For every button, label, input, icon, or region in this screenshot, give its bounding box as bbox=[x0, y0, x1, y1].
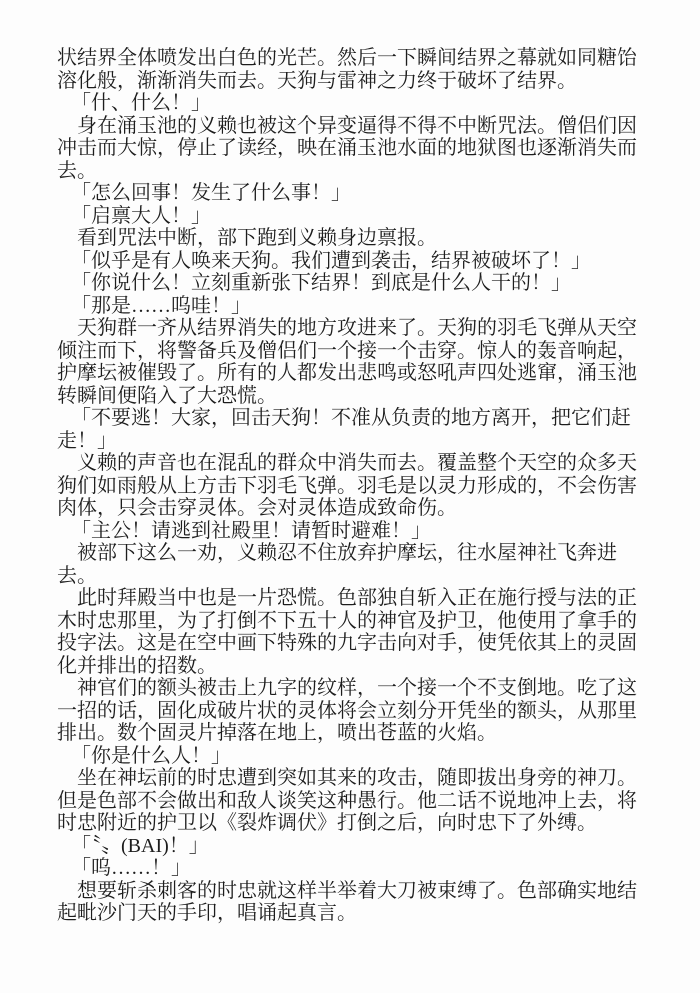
text-line: 时忠附近的护卫以《裂炸调伏》打倒之后，向时忠下了外缚。 bbox=[57, 812, 597, 834]
text-line: 冲击而大惊，停止了读经，映在涌玉池水面的地狱图也逐渐消失而 bbox=[57, 137, 637, 159]
text-line: 被部下这么一劝，义赖忍不住放弃护摩坛，往水屋神社飞奔进 bbox=[77, 542, 617, 564]
text-line: 化并排出的招数。 bbox=[57, 654, 217, 677]
text-line: 溶化般，渐渐消失而去。天狗与雷神之力终于破坏了结界。 bbox=[57, 69, 577, 92]
text-line: 转瞬间便陷入了大恐慌。 bbox=[57, 384, 277, 407]
text-block bbox=[57, 47, 661, 925]
text-line: 想要斩杀刺客的时忠就这样半举着大刀被束缚了。色部确实地结 bbox=[77, 879, 637, 902]
text-line: 坐在神坛前的时忠遭到突如其来的攻击，随即拔出身旁的神刀。 bbox=[77, 767, 637, 789]
text-line: 神官们的额头被击上九字的纹样，一个接一个不支倒地。吃了这 bbox=[77, 677, 637, 699]
text-line: 看到咒法中断，部下跑到义赖身边禀报。 bbox=[77, 227, 437, 249]
text-line: 此时拜殿当中也是一片恐慌。色部独自斩入正在施行授与法的正 bbox=[77, 587, 637, 609]
text-line: 「什、什么！」 bbox=[71, 92, 211, 114]
text-line: 义赖的声音也在混乱的群众中消失而去。覆盖整个天空的众多天 bbox=[77, 452, 637, 474]
text-line: 狗们如雨般从上方击下羽毛飞弹。羽毛是以灵力形成的，不会伤害 bbox=[57, 474, 637, 497]
text-line: 木时忠那里，为了打倒不下五十人的神官及护卫，他使用了拿手的 bbox=[57, 609, 637, 632]
text-line: 「〝〟(BAI)！」 bbox=[71, 834, 209, 857]
text-line: 护摩坛被催毁了。所有的人都发出悲鸣或怒吼声四处逃窜，涌玉池 bbox=[57, 362, 637, 384]
text-line: 状结界全体喷发出白色的光芒。然后一下瞬间结界之幕就如同糖饴 bbox=[57, 47, 637, 69]
text-line: 一招的话，固化成破片状的灵体将会立刻分开凭坐的额头，从那里 bbox=[57, 699, 637, 722]
text-line: 投字法。这是在空中画下特殊的九字击向对手，使凭依其上的灵固 bbox=[57, 632, 637, 654]
text-line: 去。 bbox=[57, 159, 97, 182]
text-line: 「启禀大人！」 bbox=[71, 204, 211, 227]
text-line: 「似乎是有人唤来天狗。我们遭到袭击，结界被破坏了！」 bbox=[71, 249, 591, 272]
text-line: 倾注而下，将警备兵及僧侣们一个接一个击穿。惊人的轰音响起， bbox=[57, 339, 637, 362]
text-line: 「那是……呜哇！」 bbox=[71, 294, 251, 317]
text-line: 起毗沙门天的手印，唱诵起真言。 bbox=[57, 902, 357, 924]
text-line: 去。 bbox=[57, 564, 97, 587]
text-line: 走！」 bbox=[57, 429, 117, 452]
text-line: 身在涌玉池的义赖也被这个异变逼得不得不中断咒法。僧侣们因 bbox=[77, 114, 637, 137]
text-line: 「不要逃！大家，回击天狗！不准从负责的地方离开，把它们赶 bbox=[71, 407, 631, 429]
text-line: 排出。数个固灵片掉落在地上，喷出苍蓝的火焰。 bbox=[57, 722, 497, 744]
text-line: 肉体，只会击穿灵体。会对灵体造成致命伤。 bbox=[57, 497, 457, 519]
text-line: 但是色部不会做出和敌人谈笑这种愚行。他二话不说地冲上去，将 bbox=[57, 789, 637, 812]
text-line: 「主公！请逃到社殿里！请暂时避难！」 bbox=[71, 519, 431, 542]
text-line: 「你是什么人！」 bbox=[71, 744, 231, 767]
text-line: 天狗群一齐从结界消失的地方攻进来了。天狗的羽毛飞弹从天空 bbox=[77, 317, 637, 339]
text-line: 「怎么回事！发生了什么事！」 bbox=[71, 182, 351, 204]
text-line: 「呜……！」 bbox=[71, 857, 191, 879]
text-line: 「你说什么！立刻重新张下结界！到底是什么人干的！」 bbox=[71, 272, 571, 294]
